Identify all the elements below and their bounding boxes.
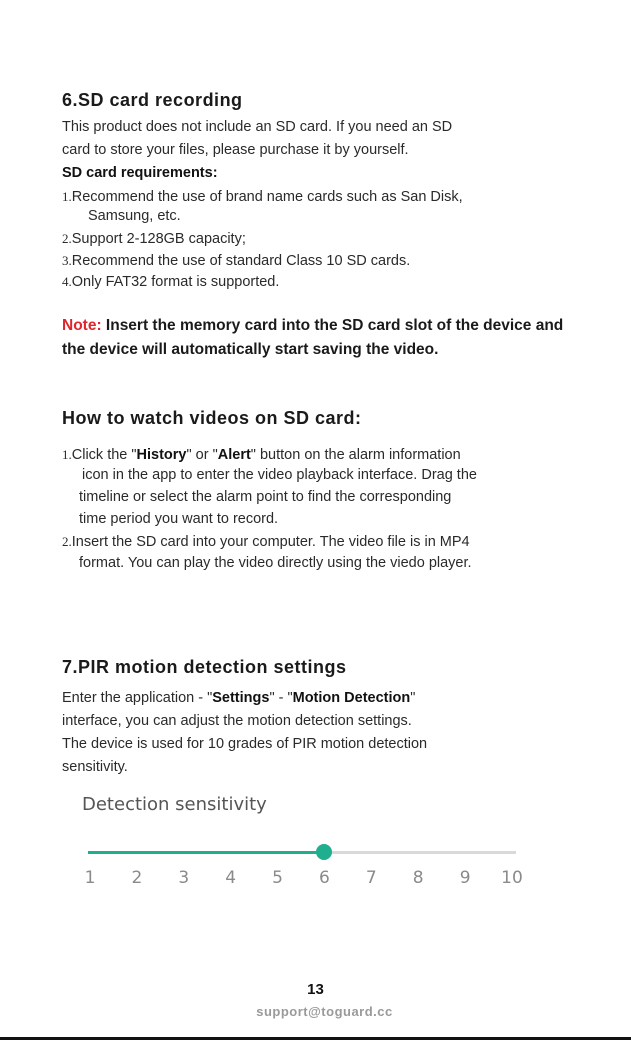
requirement-item [62, 227, 246, 251]
sensitivity-tick-label: 8 [412, 868, 424, 888]
step-text: " or " [186, 447, 218, 463]
step-item-continued: timeline or select the alarm point to find the corresponding [79, 489, 452, 505]
note-text: Insert the memory card into the SD card slot of the device and the device will automatically start saving the video. [62, 317, 564, 358]
paragraph-line: interface, you can adjust the motion detection settings. [62, 713, 412, 729]
note-block [62, 314, 582, 362]
step-text: Click the " [71, 447, 137, 463]
page-number: 13 [307, 981, 324, 998]
sensitivity-slider-fill [88, 851, 324, 854]
sensitivity-tick-label: 6 [319, 868, 330, 888]
sensitivity-tick-label: 5 [272, 868, 283, 888]
paragraph-line: card to store your files, please purchase it by yourself. [62, 142, 409, 158]
paragraph-line: sensitivity. [62, 759, 128, 775]
item-number: 4. [62, 274, 72, 289]
item-number: 3. [62, 253, 72, 268]
motion-detection-label: Motion Detection [292, 690, 411, 706]
section-heading-sd-card: 6.SD card recording [62, 90, 243, 110]
requirement-item-continued: Samsung, etc. [88, 208, 181, 224]
requirement-item [62, 270, 279, 294]
support-email: support@toguard.cc [256, 1004, 393, 1019]
section-heading-pir: 7.PIR motion detection settings [62, 657, 347, 677]
text-run: Enter the application - " [62, 690, 213, 706]
item-number: 1. [62, 189, 72, 204]
sensitivity-tick-label: 4 [225, 868, 237, 888]
item-number: 2. [62, 231, 72, 246]
note-label: Note: [62, 317, 102, 334]
item-number: 2. [62, 534, 72, 549]
paragraph-line: The device is used for 10 grades of PIR motion detection [62, 736, 428, 752]
item-text: Only FAT32 format is supported. [71, 274, 280, 290]
sensitivity-tick-label: 3 [178, 868, 190, 888]
step-text: " button on the alarm information [250, 447, 461, 463]
sensitivity-tick-label: 9 [459, 868, 471, 888]
step-text: Insert the SD card into your computer. The video file is in MP4 [71, 534, 470, 550]
item-text: Support 2-128GB capacity; [71, 231, 246, 247]
requirements-heading: SD card requirements: [62, 165, 218, 181]
sensitivity-slider-thumb[interactable] [316, 844, 332, 860]
step-item-continued: format. You can play the video directly using the viedo player. [79, 555, 472, 571]
paragraph-line [62, 687, 415, 710]
detection-sensitivity-title: Detection sensitivity [82, 794, 267, 815]
sensitivity-tick-label: 1 [84, 868, 96, 888]
history-button-label: History [136, 447, 187, 463]
sensitivity-tick-label: 7 [365, 868, 377, 888]
sensitivity-tick-label: 10 [501, 868, 523, 888]
sensitivity-tick-label: 2 [131, 868, 143, 888]
section-heading-watch-videos: How to watch videos on SD card: [62, 408, 362, 428]
step-item-continued: time period you want to record. [79, 511, 279, 527]
text-run: " - " [269, 690, 293, 706]
settings-label: Settings [212, 690, 270, 706]
step-item [62, 530, 470, 554]
item-text: Recommend the use of brand name cards such as San Disk, [71, 189, 463, 205]
item-text: Recommend the use of standard Class 10 SD cards. [71, 253, 411, 269]
text-run: " [410, 690, 416, 706]
paragraph-line: This product does not include an SD card. If you need an SD [62, 119, 453, 135]
item-number: 1. [62, 447, 72, 462]
step-item-continued: icon in the app to enter the video playback interface. Drag the [82, 467, 477, 483]
alert-button-label: Alert [217, 447, 251, 463]
